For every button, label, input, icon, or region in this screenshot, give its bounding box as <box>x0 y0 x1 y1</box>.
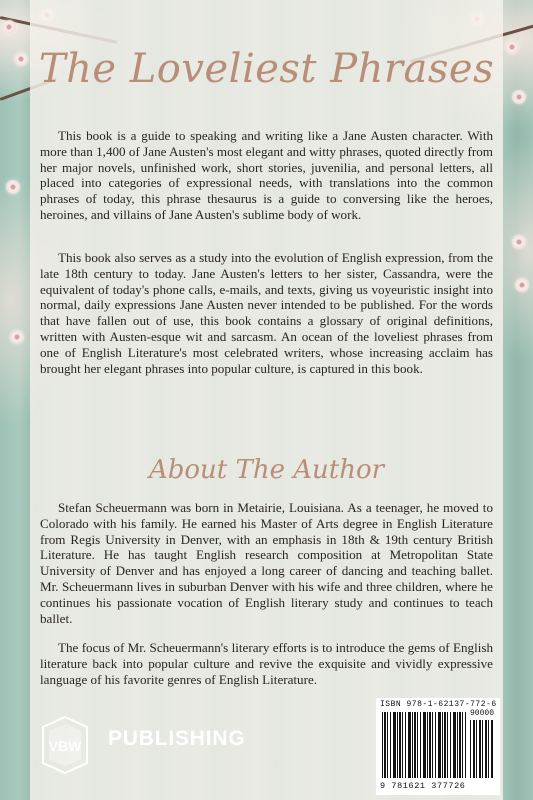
price-code: 90000 <box>470 709 495 718</box>
blossom-decoration <box>515 278 529 292</box>
book-title: The Loveliest Phrases <box>38 46 495 92</box>
blossom-decoration <box>14 52 28 66</box>
about-author-paragraph: Stefan Scheuermann was born in Metairie, Louisiana. As a teenager, he moved to Colorado with his family. He earned his Master of Arts degree in English Literature from Regis University in Denver, with an emphasis in 18th & 19th century British Literature. He has taught English research composition at Metropolitan State University of Denver and has enjoyed a long career of dancing and teaching ballet. Mr. Scheuermann lives in suburban Denver with his wife and three children, where he continues his passionate vocation of English literary study and continues to teach ballet. <box>40 500 493 626</box>
isbn-barcode <box>376 698 500 795</box>
blossom-decoration <box>505 40 519 54</box>
barcode-addon-bars <box>470 720 494 778</box>
blossom-decoration <box>6 180 20 194</box>
about-author-paragraph: The focus of Mr. Scheuermann's literary efforts is to introduce the gems of English literature back into popular culture and revive the exquisite and vividly expressive language of his favorite genres of English Literature. <box>40 640 493 687</box>
blossom-decoration <box>512 235 526 249</box>
publisher-logo-icon <box>35 715 95 775</box>
publisher-logo-letters: VBW <box>48 738 82 754</box>
description-paragraph: This book also serves as a study into the evolution of English expression, from the late 18th century to today. Jane Austen's letters to her sister, Cassandra, were the equivalent of today's phone calls, e-mails, and texts, giving us voyeuristic insight into normal, daily expressions Jane Austen never intended to be published. For the words that have fallen out of use, this book contains a glossary of original definitions, written with Austen-esque wit and sarcasm. An ocean of the loveliest phrases from one of English Literature's most celebrated writers, whose increasing acclaim has brought her elegant phrases into popular culture, is captured in this book. <box>40 250 493 376</box>
description-paragraph: This book is a guide to speaking and writing like a Jane Austen character. With more than 1,400 of Jane Austen's most elegant and witty phrases, quoted directly from her major novels, unfinished work, short stories, juvenilia, and personal letters, all placed into categories of expressional needs, with translations into the common phrases of today, this phrase thesaurus is a guide to conversing like the heroes, heroines, and villains of Jane Austen's sublime body of work. <box>40 128 493 222</box>
barcode-number: 9 781621 377726 <box>380 781 466 791</box>
about-author-heading: About The Author <box>148 455 385 485</box>
isbn-label: ISBN 978-1-62137-772-6 <box>380 700 497 709</box>
publisher-name: PUBLISHING <box>108 727 246 750</box>
barcode-bars <box>382 712 466 778</box>
blossom-decoration <box>2 20 16 34</box>
blossom-decoration <box>512 90 526 104</box>
blossom-decoration <box>10 330 24 344</box>
